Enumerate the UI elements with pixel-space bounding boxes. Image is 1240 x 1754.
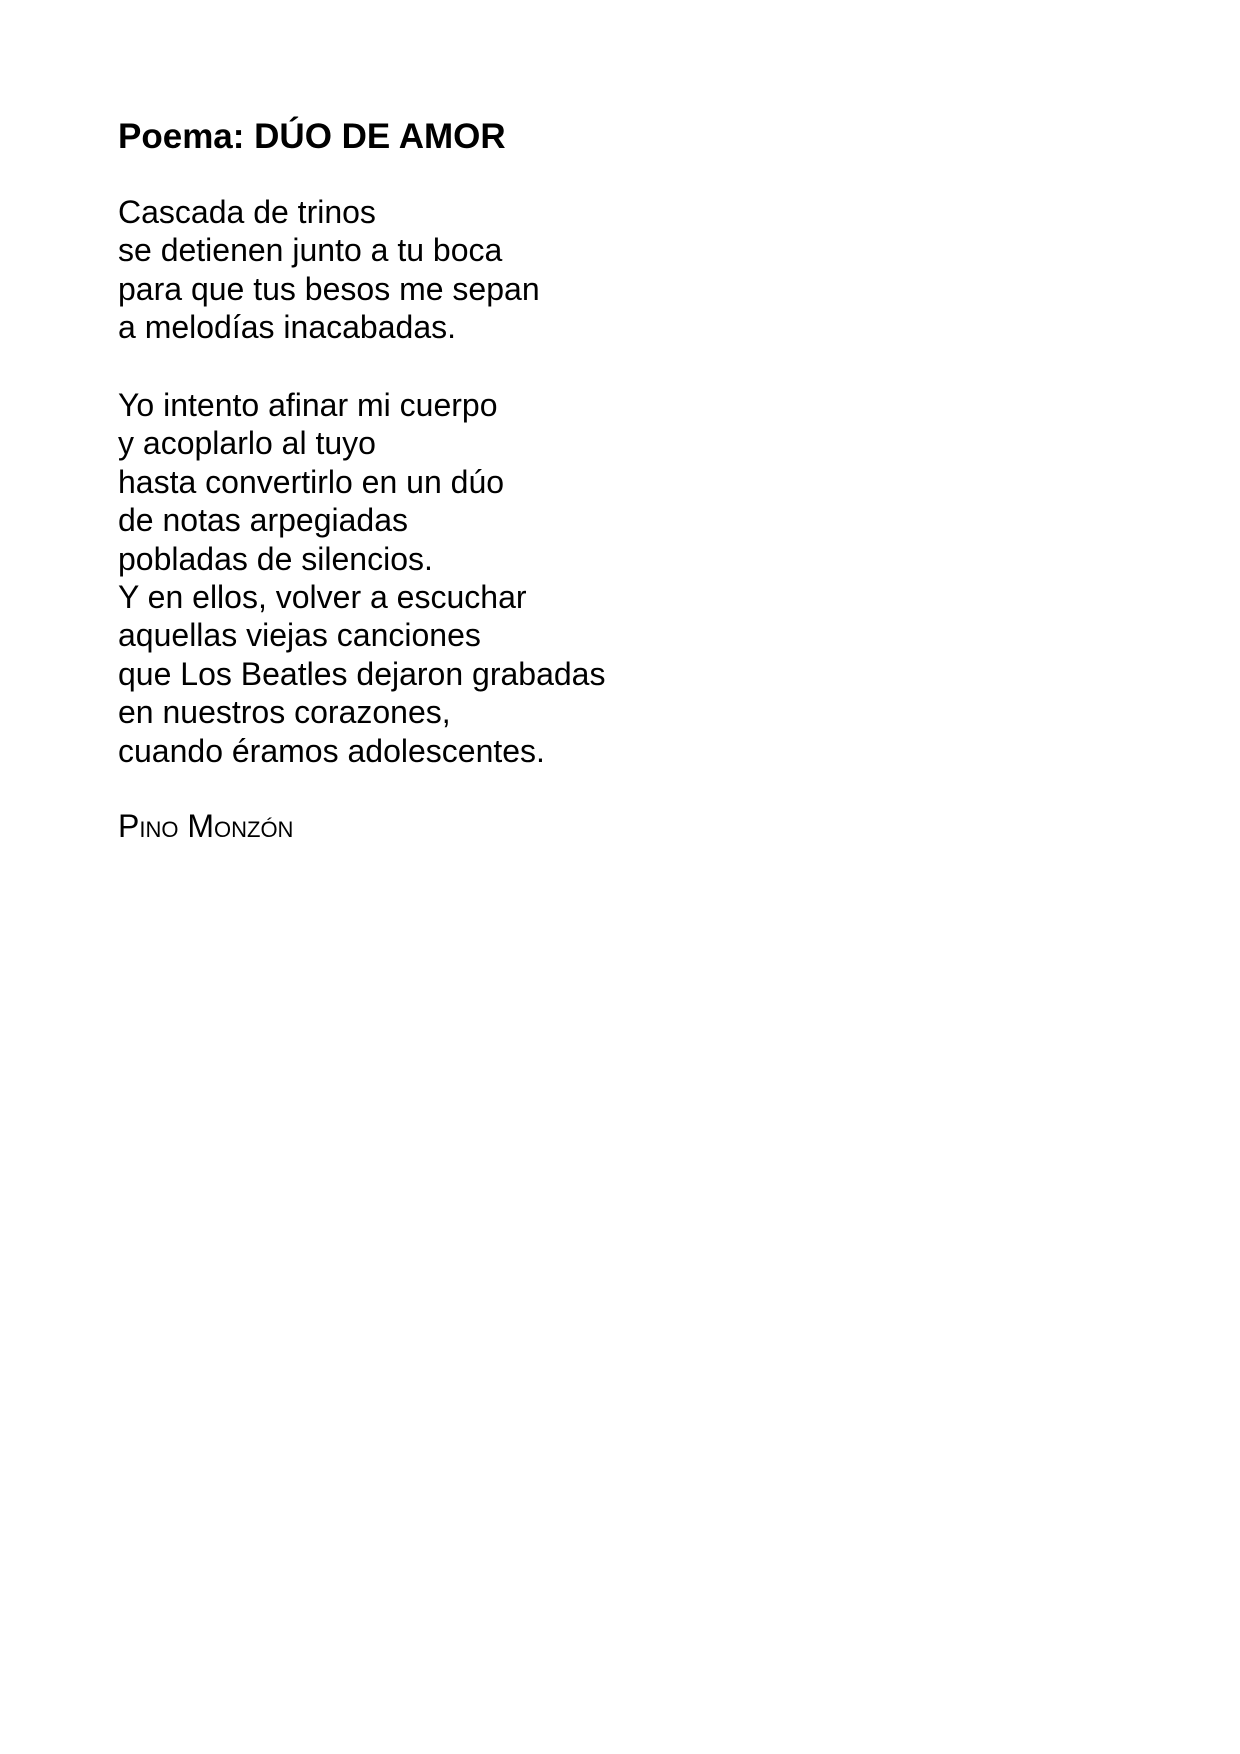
verse-line: cuando éramos adolescentes.: [118, 732, 545, 769]
verse-line: que Los Beatles dejaron grabadas: [118, 655, 606, 692]
stanza-2: [118, 386, 605, 770]
author-signature: Pino Monzón: [118, 808, 294, 844]
verse-line: Yo intento afinar mi cuerpo: [118, 387, 498, 423]
verse-line: Y en ellos, volver a escuchar: [118, 579, 527, 616]
verse-line: en nuestros corazones,: [118, 694, 451, 731]
verse-line: para que tus besos me sepan: [118, 270, 540, 307]
verse-line: de notas arpegiadas: [118, 502, 408, 539]
verse-line: pobladas de silencios.: [118, 540, 433, 577]
verse-line: Cascada de trinos: [118, 194, 376, 230]
verse-line: aquellas viejas canciones: [118, 617, 481, 654]
verse-line: hasta convertirlo en un dúo: [118, 463, 505, 500]
verse-line: se detienen junto a tu boca: [118, 232, 503, 269]
stanza-1: [118, 193, 540, 347]
verse-line: a melodías inacabadas.: [118, 309, 456, 346]
poem-title: Poema: DÚO DE AMOR: [118, 117, 506, 156]
verse-line: y acoplarlo al tuyo: [118, 425, 376, 462]
